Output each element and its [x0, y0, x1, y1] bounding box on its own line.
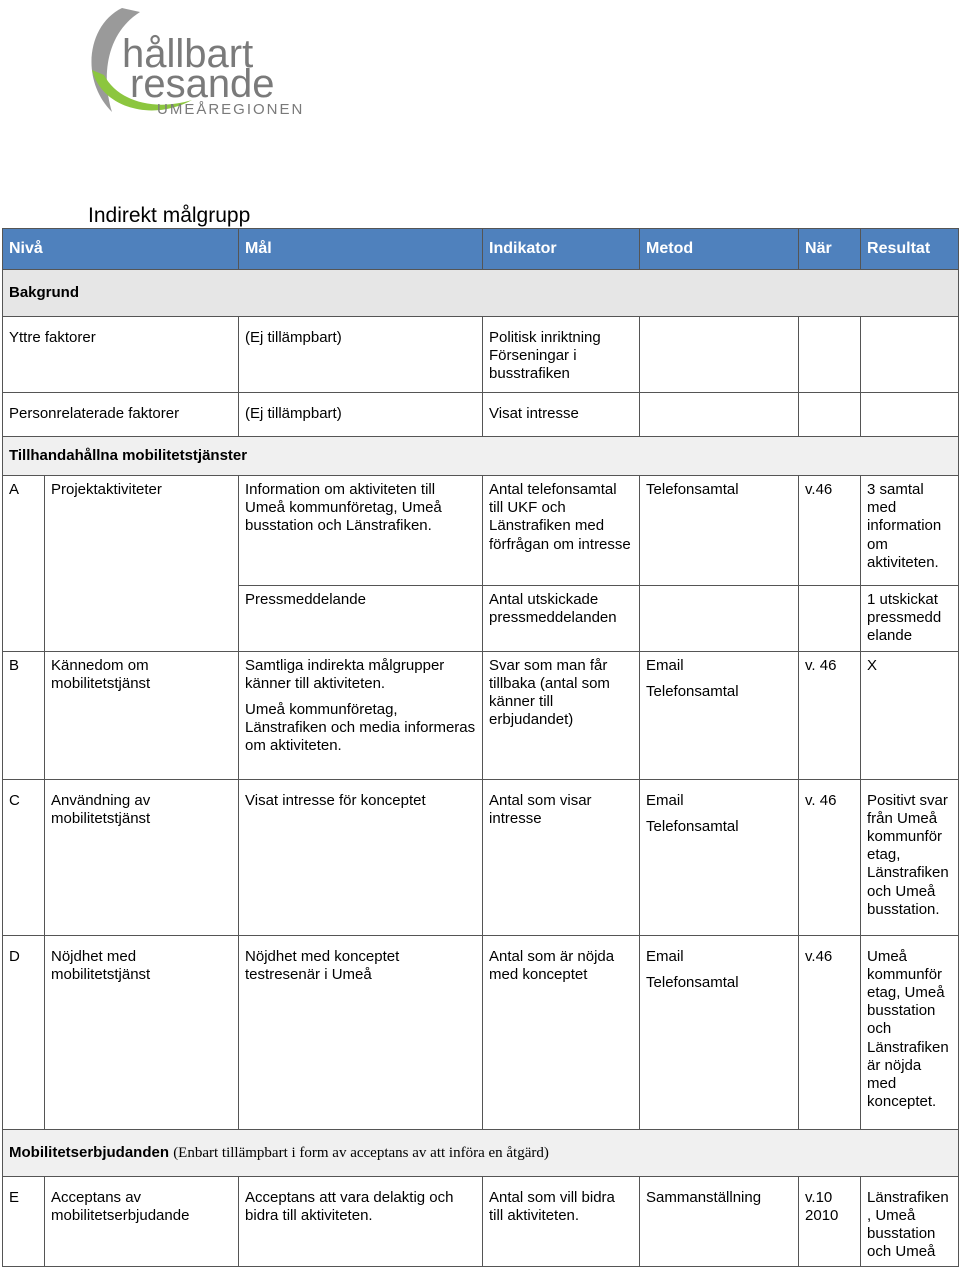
cell-indikator: Svar som man får tillbaka (antal som känner till erbjudandet) [483, 651, 640, 779]
section-bakgrund: Bakgrund [3, 270, 959, 317]
cell-niva: Användning av mobilitetstjänst [45, 779, 239, 935]
cell-letter: C [3, 779, 45, 935]
cell-mal: (Ej tillämpbart) [239, 317, 483, 393]
table-row [3, 393, 959, 437]
cell-metod: Telefonsamtal [640, 476, 799, 586]
cell-resultat [861, 393, 959, 437]
goal-table [2, 228, 959, 1267]
col-header-nar: När [799, 229, 861, 270]
cell-mal: Information om aktiviteten till Umeå kommunföretag, Umeå busstation och Länstrafiken. [239, 476, 483, 586]
cell-nar [799, 393, 861, 437]
metod-telefon: Telefonsamtal [646, 682, 739, 700]
cell-metod: Sammanställning [640, 1176, 799, 1267]
cell-nar [799, 586, 861, 652]
cell-resultat: X [861, 651, 959, 779]
cell-nar: v. 46 [799, 779, 861, 935]
cell-mal: (Ej tillämpbart) [239, 393, 483, 437]
metod-email: Email [646, 656, 684, 674]
cell-letter: D [3, 935, 45, 1129]
cell-niva: Kännedom om mobilitetstjänst [45, 651, 239, 779]
section-row-tjanster [3, 437, 959, 476]
mal-text-2: Umeå kommunföretag, Länstrafiken och media informeras om aktiviteten. [245, 701, 476, 755]
cell-metod [640, 317, 799, 393]
table-row [3, 935, 959, 1129]
metod-telefon: Telefonsamtal [646, 973, 739, 991]
col-header-indikator: Indikator [483, 229, 640, 270]
col-header-mal: Mål [239, 229, 483, 270]
cell-nar: v. 46 [799, 651, 861, 779]
col-header-metod: Metod [640, 229, 799, 270]
section-erbjudanden [3, 1129, 959, 1176]
section-erbjudanden-note: (Enbart tillämpbart i form av acceptans av att införa en åtgärd) [173, 1144, 549, 1161]
cell-niva: Nöjdhet med mobilitetstjänst [45, 935, 239, 1129]
cell-metod [640, 779, 799, 935]
col-header-niva: Nivå [3, 229, 239, 270]
logo-line-1: hållbart [122, 32, 254, 76]
cell-niva: Projektaktiviteter [45, 476, 239, 652]
cell-nar: v.46 [799, 935, 861, 1129]
cell-mal: Acceptans att vara delaktig och bidra till aktiviteten. [239, 1176, 483, 1267]
cell-indikator: Antal utskickade pressmeddelanden [483, 586, 640, 652]
cell-letter: E [3, 1176, 45, 1267]
cell-indikator: Visat intresse [483, 393, 640, 437]
cell-nar: v.46 [799, 476, 861, 586]
table-row [3, 651, 959, 779]
cell-niva: Acceptans av mobilitetserbjudande [45, 1176, 239, 1267]
cell-resultat: Positivt svar från Umeå kommunför etag, Länstrafiken och Umeå busstation. [861, 779, 959, 935]
cell-resultat: Länstrafiken , Umeå busstation och Umeå [861, 1176, 959, 1267]
cell-niva: Yttre faktorer [3, 317, 239, 393]
cell-resultat: 3 samtal med information om aktiviteten. [861, 476, 959, 586]
cell-nar: v.10 2010 [799, 1176, 861, 1267]
cell-resultat: Umeå kommunför etag, Umeå busstation och Länstrafiken är nöjda med konceptet. [861, 935, 959, 1129]
table-row [3, 317, 959, 393]
cell-resultat [861, 317, 959, 393]
cell-mal: Pressmeddelande [239, 586, 483, 652]
cell-indikator: Antal telefonsamtal till UKF och Länstrafiken med förfrågan om intresse [483, 476, 640, 586]
metod-email: Email [646, 791, 684, 809]
cell-metod [640, 935, 799, 1129]
cell-letter: B [3, 651, 45, 779]
cell-indikator: Antal som är nöjda med konceptet [483, 935, 640, 1129]
table-row [3, 779, 959, 935]
section-row-erbjudanden [3, 1129, 959, 1176]
cell-indikator: Antal som visar intresse [483, 779, 640, 935]
section-row-bakgrund [3, 270, 959, 317]
mal-text-1: Samtliga indirekta målgrupper känner till aktiviteten. [245, 656, 445, 692]
cell-metod [640, 651, 799, 779]
logo-line-2: resande [130, 62, 275, 106]
section-erbjudanden-title: Mobilitetserbjudanden [9, 1143, 170, 1161]
metod-telefon: Telefonsamtal [646, 817, 739, 835]
cell-resultat: 1 utskickat pressmedd elande [861, 586, 959, 652]
cell-indikator: Politisk inriktning Förseningar i busstrafiken [483, 317, 640, 393]
cell-nar [799, 317, 861, 393]
cell-metod [640, 393, 799, 437]
metod-email: Email [646, 947, 684, 965]
section-tjanster: Tillhandahållna mobilitetstjänster [3, 437, 959, 476]
cell-letter: A [3, 476, 45, 652]
cell-niva: Personrelaterade faktorer [3, 393, 239, 437]
cell-mal: Nöjdhet med konceptet testresenär i Umeå [239, 935, 483, 1129]
cell-mal [239, 651, 483, 779]
table-row [3, 1176, 959, 1267]
logo-line-3: UMEÅREGIONEN [157, 101, 305, 118]
table-header-row [3, 229, 959, 270]
cell-mal: Visat intresse för konceptet [239, 779, 483, 935]
page-title: Indirekt målgrupp [88, 204, 251, 227]
cell-indikator: Antal som vill bidra till aktiviteten. [483, 1176, 640, 1267]
cell-metod [640, 586, 799, 652]
col-header-resultat: Resultat [861, 229, 959, 270]
table-row [3, 476, 959, 586]
